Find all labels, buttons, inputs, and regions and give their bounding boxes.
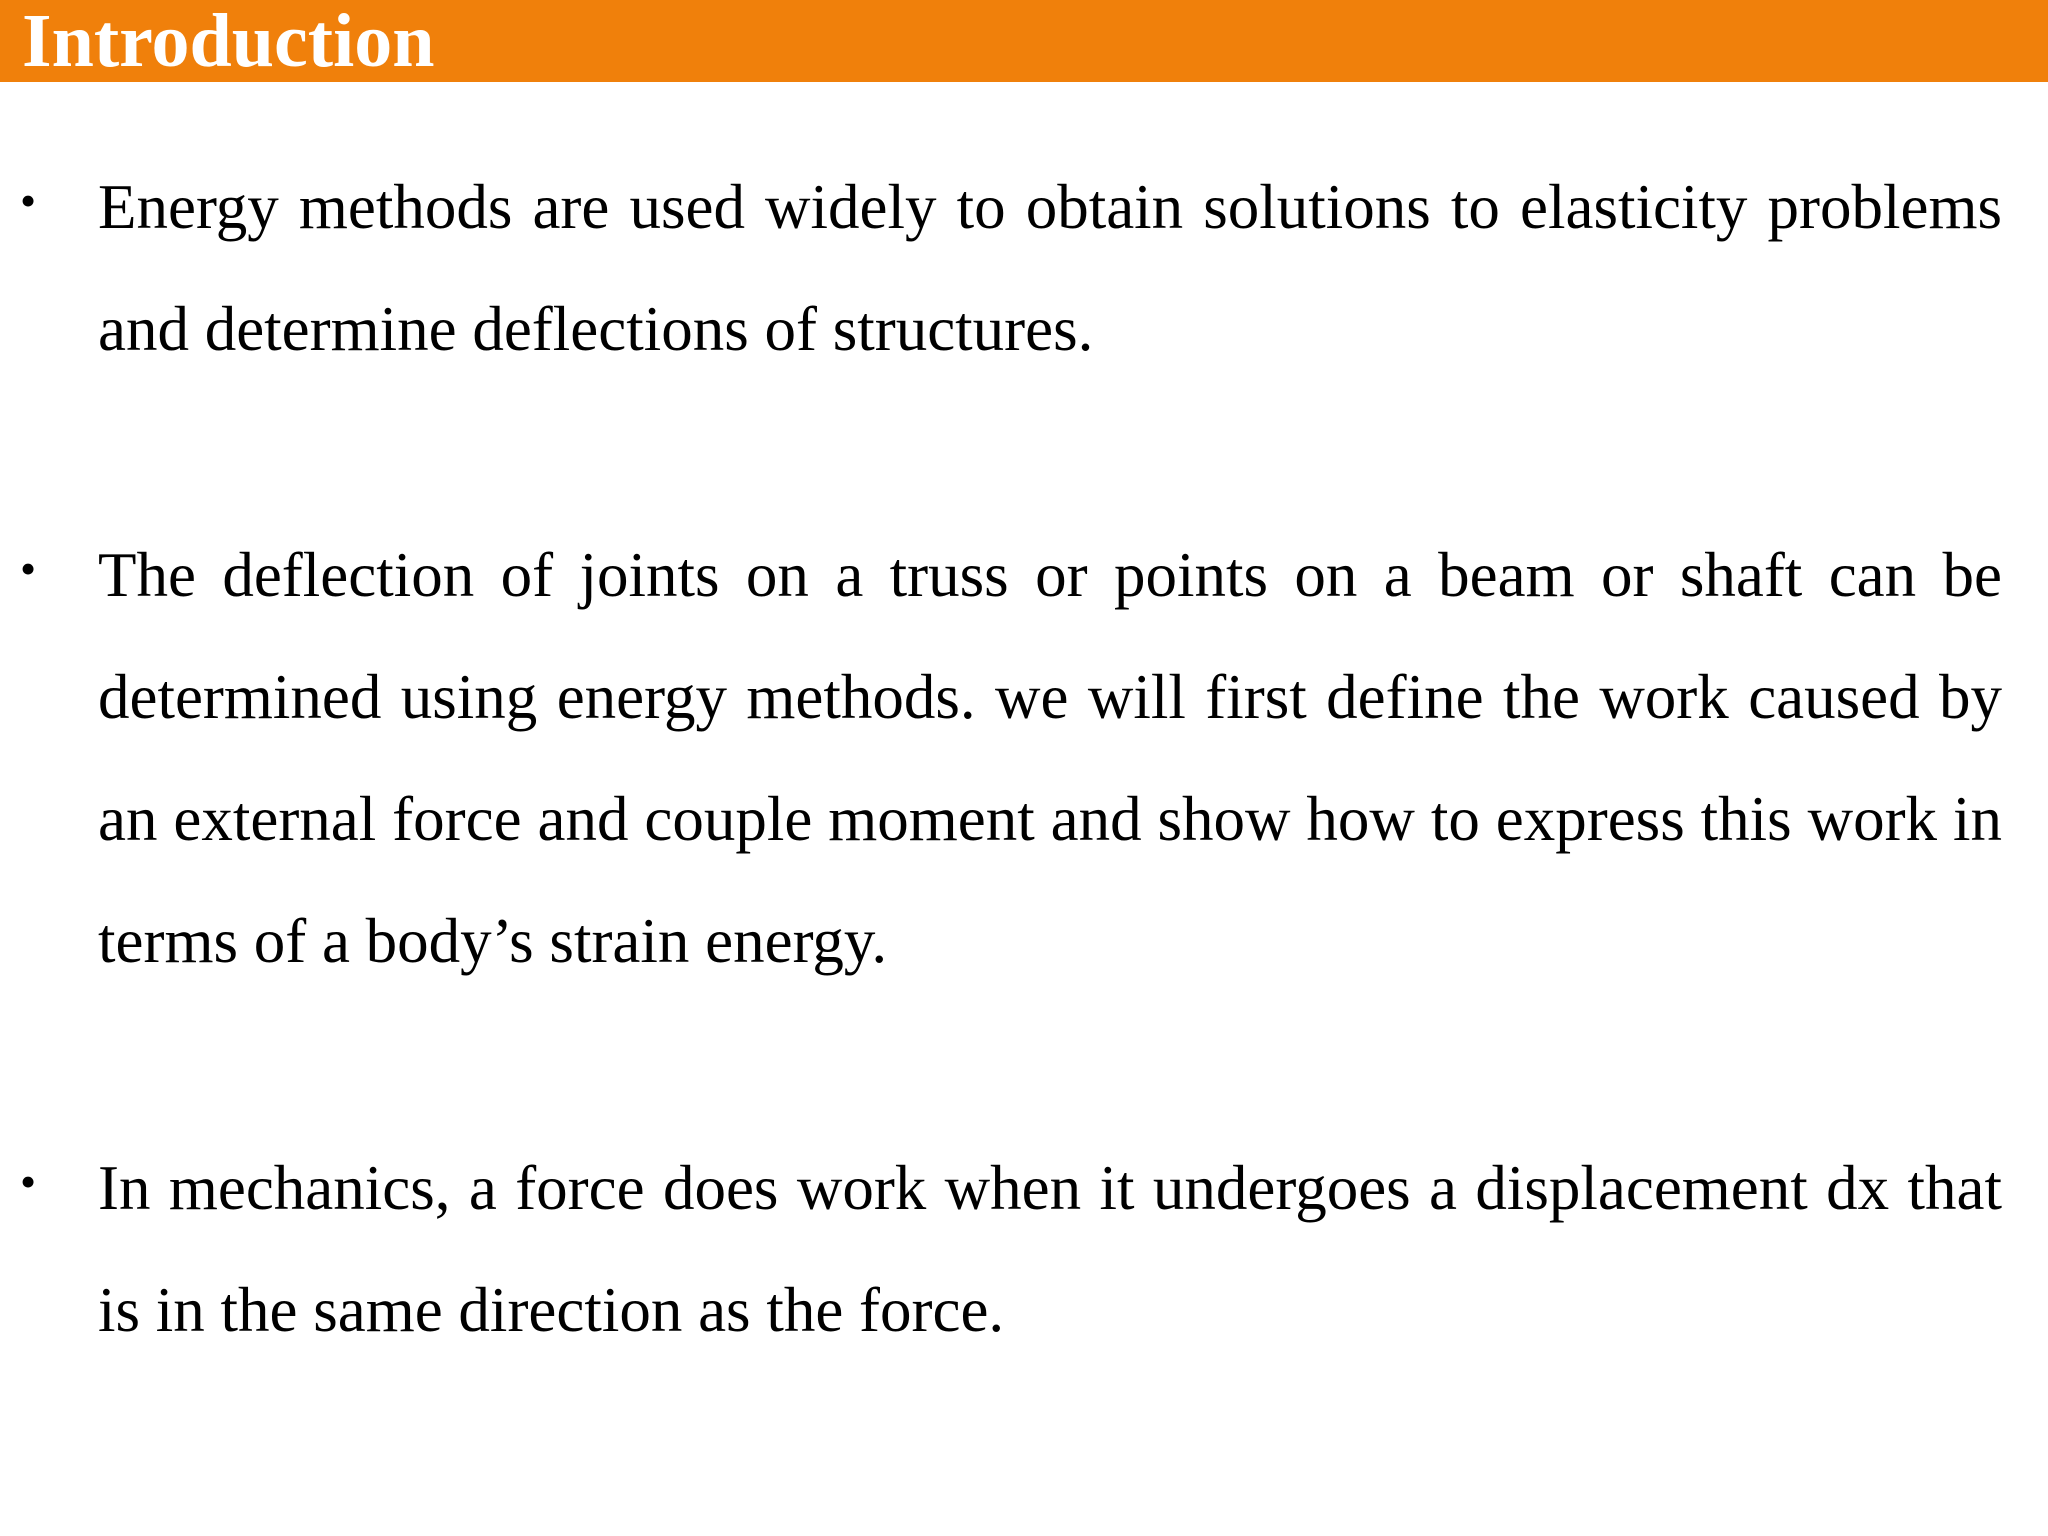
bullet-text: In mechanics, a force does work when it undergoes a displacement dx that is in the same direction as the force. bbox=[98, 1153, 2002, 1345]
bullet-dot-icon: • bbox=[20, 1156, 37, 1207]
bullet-text: The deflection of joints on a truss or points on a beam or shaft can be determined using energy methods. we will first define the work caused by an external force and couple moment and show how to express this work in terms of a body’s strain energy. bbox=[98, 540, 2002, 976]
slide-title: Introduction bbox=[22, 0, 435, 83]
bullet-dot-icon: • bbox=[20, 175, 37, 226]
bullet-text: Energy methods are used widely to obtain solutions to elasticity problems and determine deflections of structures. bbox=[98, 172, 2002, 364]
bullet-dot-icon: • bbox=[20, 543, 37, 594]
